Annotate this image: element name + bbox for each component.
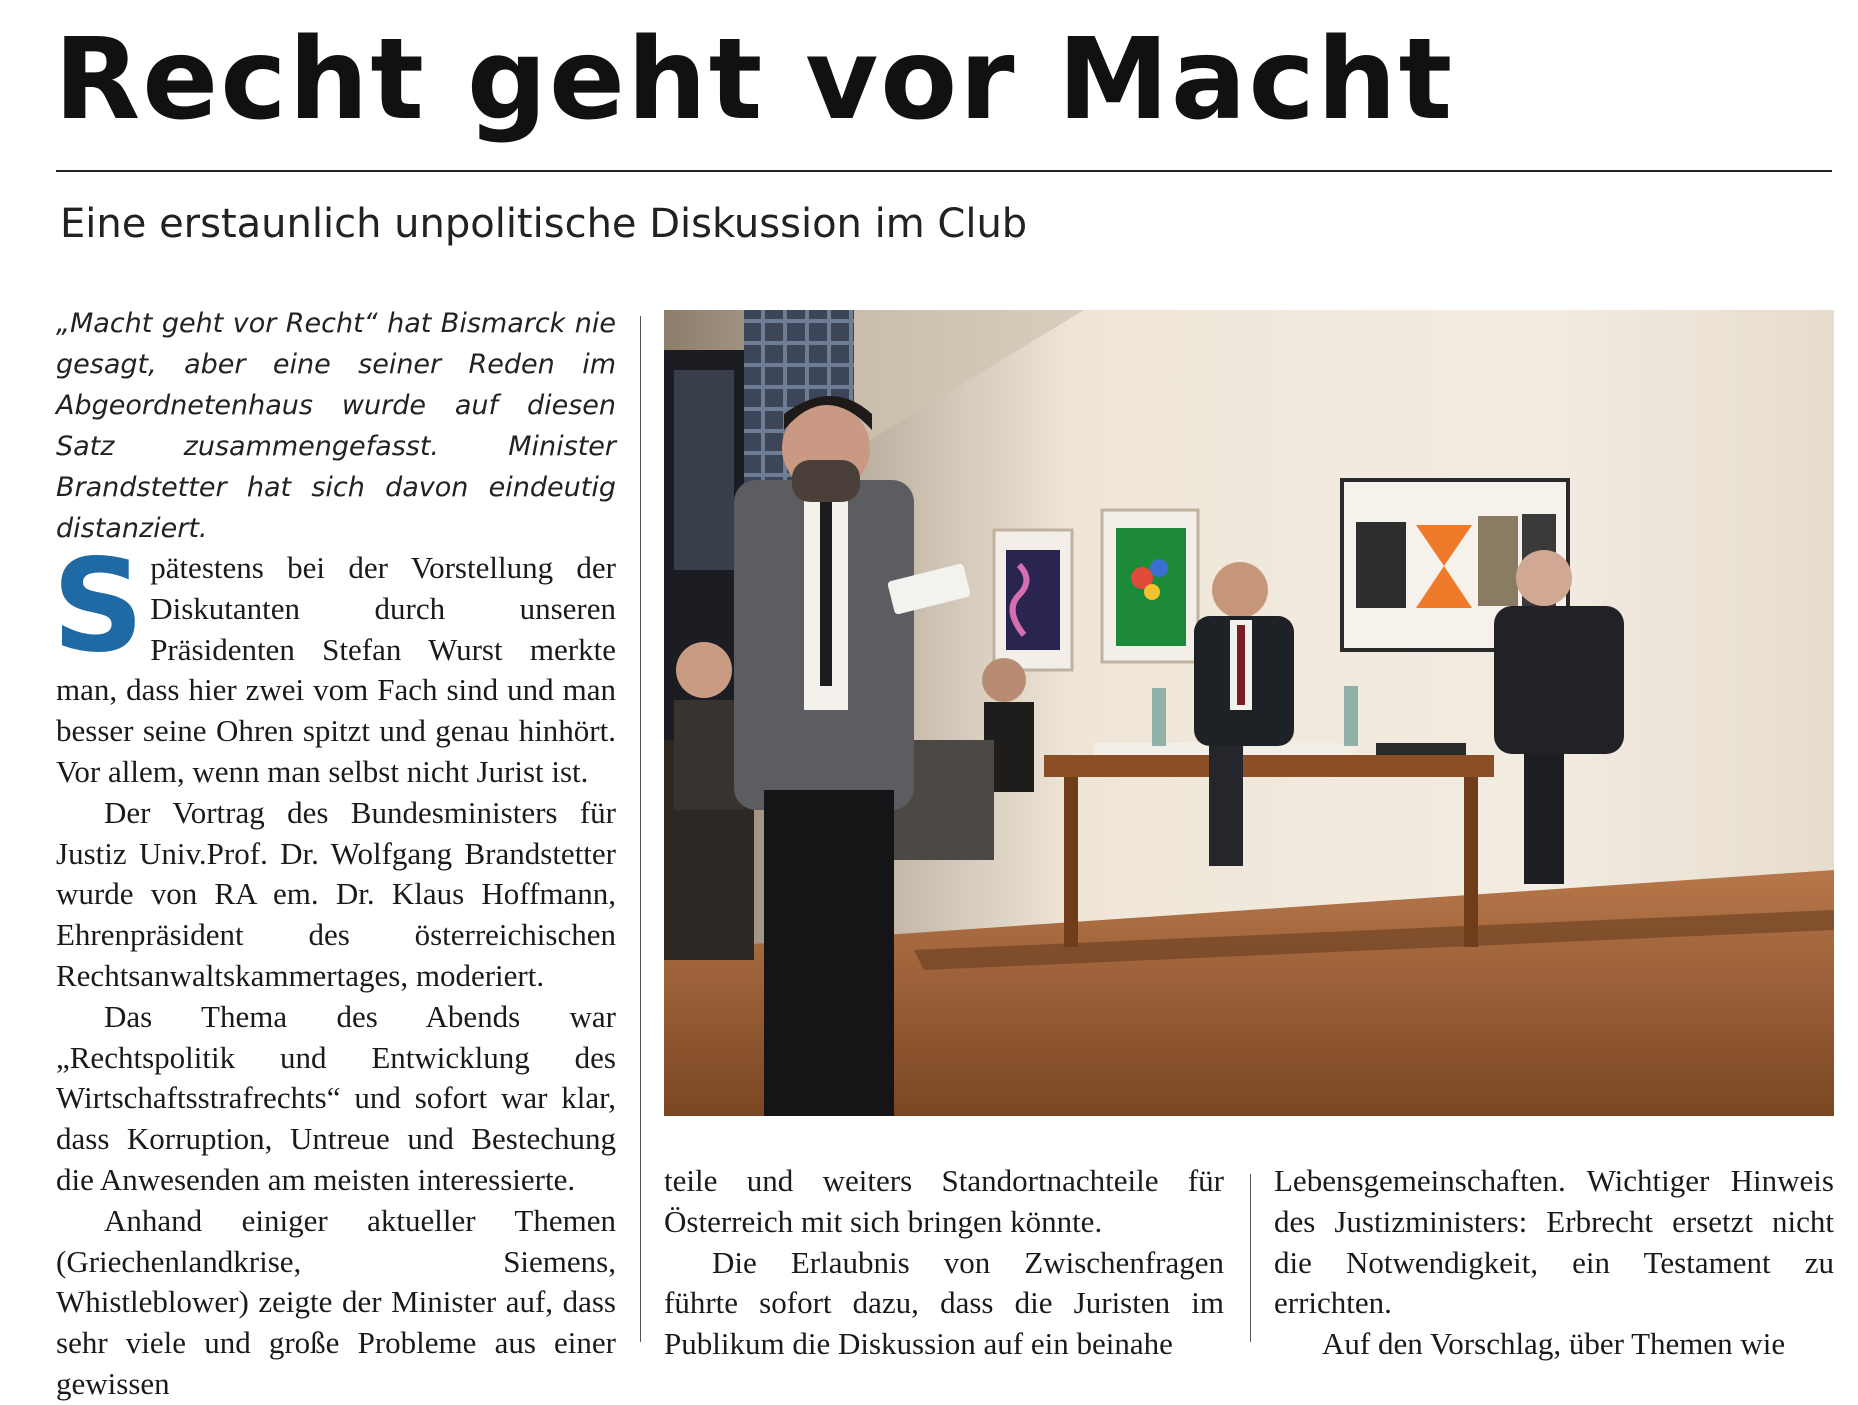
body-paragraph: Der Vortrag des Bundesministers für Justiz Univ.Prof. Dr. Wolfgang Brandstetter wurde von RA em. Dr. Klaus Hoffmann, Ehrenpräsident des österreichischen Rechtsanwaltskammertages, moderiert. [56, 794, 616, 993]
column-divider [1250, 1174, 1251, 1342]
column-divider [640, 316, 641, 1342]
drop-cap: S [52, 532, 145, 681]
body-paragraph: Die Erlaubnis von Zwischenfragen führte sofort dazu, dass die Juristen im Publikum die Diskussion auf ein beinahe [664, 1244, 1224, 1362]
lead-paragraph: „Macht geht vor Recht“ hat Bismarck nie gesagt, aber eine seiner Reden im Abgeordnetenhaus wurde auf diesen Satz zusammengefasst. Minister Brandstetter hat sich davon eindeutig distanziert. [56, 308, 616, 544]
body-paragraph: Das Thema des Abends war „Rechtspolitik und Entwicklung des Wirtschaftsstrafrechts“ und sofort war klar, dass Korruption, Untreue und Bestechung die Anwesenden am meisten interessierte. [56, 998, 616, 1197]
article-photo [664, 310, 1834, 1116]
body-paragraph: Anhand einiger aktueller Themen (Griechenlandkrise, Siemens, Whistleblower) zeigte der Minister auf, dass sehr viele und große Probleme aus einer gewissen [56, 1202, 616, 1401]
body-paragraph [52, 532, 616, 793]
article-title: Recht geht vor Macht [54, 15, 1455, 145]
article-subtitle: Eine erstaunlich unpolitische Diskussion im Club [60, 201, 1028, 247]
article-column-1 [52, 532, 616, 1405]
article-column-3 [1274, 1161, 1834, 1365]
title-rule [56, 170, 1832, 172]
article-column-2 [664, 1161, 1224, 1365]
body-paragraph: Lebensgemeinschaften. Wichtiger Hinweis des Justizministers: Erbrecht ersetzt nicht die Notwendigkeit, ein Testament zu errichten. [1274, 1163, 1834, 1321]
body-text: pätestens bei der Vorstellung der Diskutanten durch unseren Präsidenten Stefan Wurst merkte man, dass hier zwei vom Fach sind und man besser seine Ohren spitzt und genau hinhört. Vor allem, wenn man selbst nicht Jurist ist. [56, 550, 616, 789]
body-paragraph: Auf den Vorschlag, über Themen wie [1322, 1326, 1786, 1362]
body-paragraph: teile und weiters Standortnachteile für Österreich mit sich bringen könnte. [664, 1163, 1224, 1239]
